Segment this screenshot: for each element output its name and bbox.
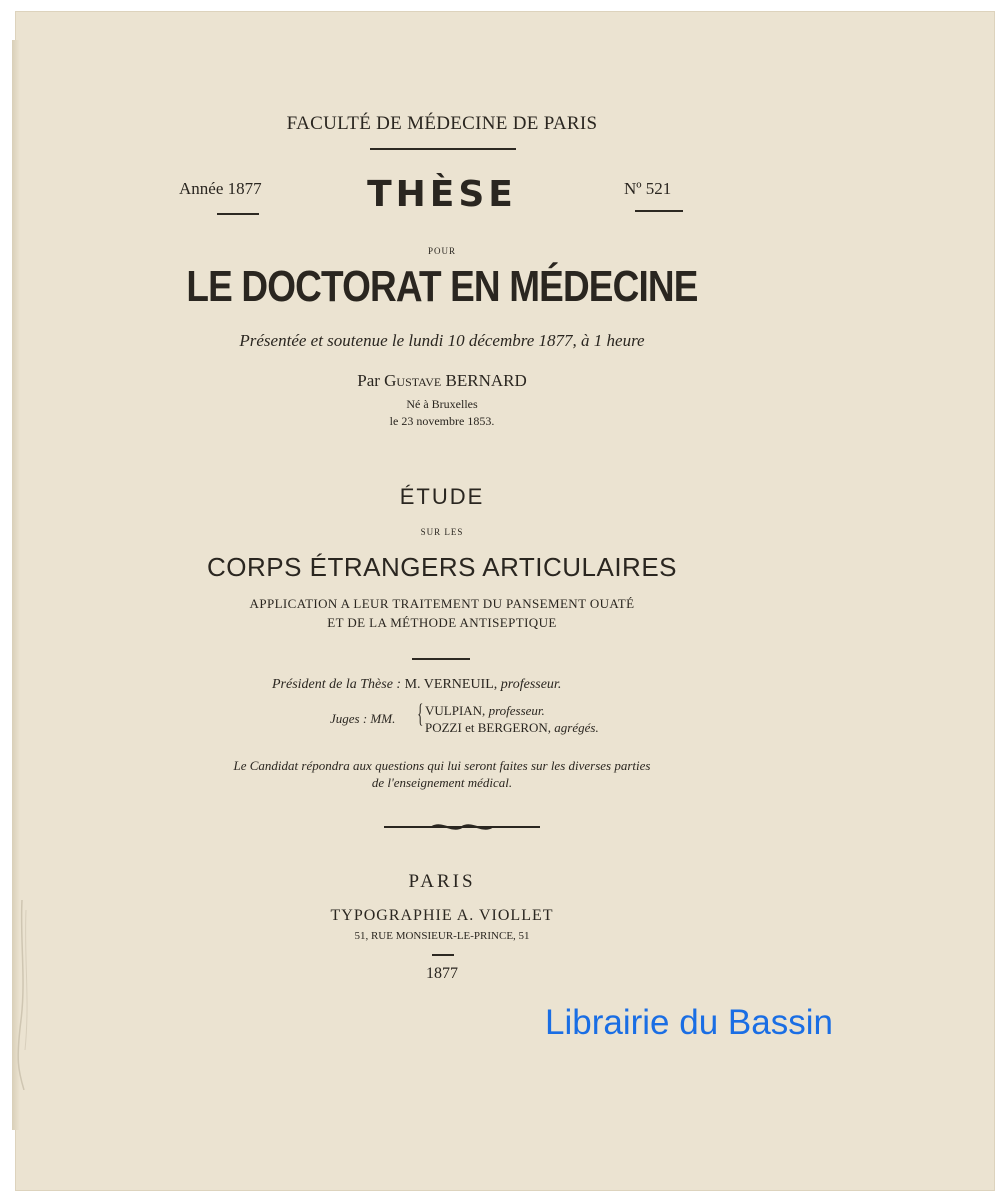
candidate-note-line-2: de l'enseignement médical. [371, 775, 513, 790]
subtitle-line-2: ET DE LA MÉTHODE ANTISEPTIQUE [327, 615, 557, 630]
sur-les-label: SUR LES [420, 527, 464, 537]
binding-thread [8, 900, 38, 1090]
thesis-number: Nº 521 [624, 179, 672, 198]
etude-heading: ÉTUDE [399, 484, 485, 509]
subtitle-line-1: APPLICATION A LEUR TRAITEMENT DU PANSEMENT OUATÉ [249, 596, 635, 611]
juge-2-title: agrégés. [554, 720, 599, 735]
juge-1 [425, 703, 545, 719]
imprint-year: 1877 [426, 965, 458, 982]
birthdate-line: le 23 novembre 1853. [389, 414, 495, 428]
juges-brace: { [417, 699, 424, 728]
divider-rule [370, 148, 516, 150]
par-prefix: Par [357, 371, 385, 390]
author-first-name: Gustave [384, 371, 442, 390]
ornamental-rule [384, 820, 540, 834]
number-underline [635, 210, 683, 212]
section-rule [412, 658, 470, 660]
defense-date-line: Présentée et soutenue le lundi 10 décembre 1877, à 1 heure [239, 331, 645, 350]
president-title: professeur. [500, 677, 562, 692]
juge-1-title: professeur. [488, 703, 545, 718]
author-last-name: BERNARD [445, 371, 527, 390]
doctorat-heading: LE DOCTORAT EN MÉDECINE [186, 262, 698, 311]
candidate-note-line-1: Le Candidat répondra aux questions qui lui seront faites sur les diverses parties [233, 758, 651, 773]
president-line [272, 677, 561, 693]
pour-label: POUR [427, 246, 456, 256]
printer-name: TYPOGRAPHIE A. VIOLLET [330, 907, 554, 924]
thesis-subject-title: CORPS ÉTRANGERS ARTICULAIRES [206, 552, 678, 582]
juge-2-name: POZZI et BERGERON, [425, 720, 555, 735]
author-line [0, 371, 884, 391]
president-name: M. VERNEUIL, [401, 677, 501, 692]
birthplace-line: Né à Bruxelles [406, 397, 478, 411]
year-rule [432, 954, 454, 956]
imprint-city: PARIS [408, 871, 476, 892]
these-title: THÈSE [367, 174, 517, 215]
juges-label: Juges : MM. [330, 711, 396, 726]
bookseller-watermark: Librairie du Bassin [545, 1003, 833, 1042]
printer-address: 51, RUE MONSIEUR-LE-PRINCE, 51 [354, 930, 530, 942]
president-label: Président de la Thèse : [272, 677, 402, 692]
juge-2 [425, 720, 599, 736]
juge-1-name: VULPIAN, [425, 703, 489, 718]
faculty-heading: FACULTÉ DE MÉDECINE DE PARIS [286, 113, 598, 134]
year-label: Année 1877 [179, 179, 262, 198]
